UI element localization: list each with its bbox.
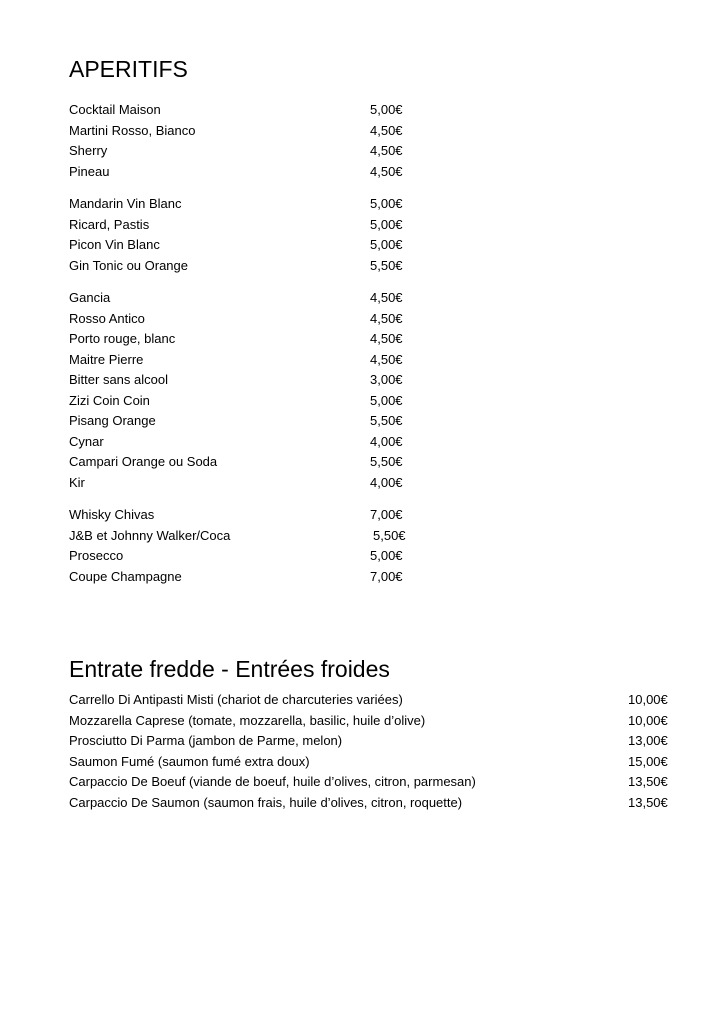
item-price: 4,50€ xyxy=(370,351,403,367)
item-name: Martini Rosso, Bianco xyxy=(69,122,196,138)
item-name: Gancia xyxy=(69,290,111,305)
list-item xyxy=(69,473,409,494)
list-item xyxy=(69,731,670,752)
list-item xyxy=(69,350,409,371)
item-name: Mozzarella Caprese (tomate, mozzarella, basilic, huile d’olive) xyxy=(69,712,426,728)
item-name: Carpaccio De Saumon (saumon frais, huile d’olives, citron, roquette) xyxy=(69,794,463,810)
entrees-title: Entrate fredde - Entrées froides xyxy=(69,656,390,682)
item-price: 10,00€ xyxy=(628,692,668,707)
item-price: 4,50€ xyxy=(370,290,403,305)
item-price: 5,00€ xyxy=(370,216,403,232)
item-price: 7,00€ xyxy=(370,507,403,522)
list-item xyxy=(69,505,409,526)
item-name: Prosciutto Di Parma (jambon de Parme, melon) xyxy=(69,733,343,748)
item-name: Pisang Orange xyxy=(69,413,156,428)
item-name: Campari Orange ou Soda xyxy=(69,454,218,469)
item-name: Bitter sans alcool xyxy=(69,372,168,387)
item-price: 5,00€ xyxy=(370,102,403,117)
list-item xyxy=(69,411,409,432)
item-price: 5,00€ xyxy=(370,237,403,252)
list-item xyxy=(69,309,409,330)
list-item xyxy=(69,121,409,142)
item-price: 10,00€ xyxy=(628,712,668,728)
item-price: 15,00€ xyxy=(628,753,668,769)
list-item xyxy=(69,526,409,547)
item-price: 4,50€ xyxy=(370,163,403,179)
item-name: Zizi Coin Coin xyxy=(69,392,150,408)
list-item xyxy=(69,194,409,215)
item-name: Maitre Pierre xyxy=(69,351,144,367)
item-name: J&B et Johnny Walker/Coca xyxy=(69,527,231,543)
item-price: 4,50€ xyxy=(370,122,403,138)
item-name: Cynar xyxy=(69,433,104,449)
item-name: Rosso Antico xyxy=(69,310,145,326)
item-name: Carpaccio De Boeuf (viande de boeuf, huile d’olives, citron, parmesan) xyxy=(69,774,476,789)
list-item xyxy=(69,772,670,793)
item-name: Ricard, Pastis xyxy=(69,216,150,232)
item-price: 4,50€ xyxy=(370,310,403,326)
item-price: 5,00€ xyxy=(370,196,403,211)
item-name: Pineau xyxy=(69,163,110,179)
item-price: 5,50€ xyxy=(370,413,403,428)
item-name: Picon Vin Blanc xyxy=(69,237,160,252)
list-item xyxy=(69,690,670,711)
item-price: 5,50€ xyxy=(370,257,403,273)
item-name: Cocktail Maison xyxy=(69,102,161,117)
item-name: Kir xyxy=(69,474,85,490)
item-name: Prosecco xyxy=(69,548,124,563)
item-price: 13,50€ xyxy=(628,774,668,789)
list-item xyxy=(69,370,409,391)
item-name: Whisky Chivas xyxy=(69,507,155,522)
item-price: 4,00€ xyxy=(370,474,403,490)
list-item xyxy=(69,452,409,473)
list-item xyxy=(69,432,409,453)
entrees-list xyxy=(69,690,670,813)
item-price: 3,00€ xyxy=(370,372,403,387)
list-item xyxy=(69,235,409,256)
aperitifs-group-1 xyxy=(69,100,409,182)
list-item xyxy=(69,391,409,412)
item-name: Carrello Di Antipasti Misti (chariot de charcuteries variées) xyxy=(69,692,403,707)
aperitifs-group-3 xyxy=(69,288,409,493)
list-item xyxy=(69,711,670,732)
item-price: 13,50€ xyxy=(628,794,668,810)
list-item xyxy=(69,288,409,309)
item-name: Sherry xyxy=(69,143,108,158)
item-price: 5,00€ xyxy=(370,392,403,408)
item-name: Porto rouge, blanc xyxy=(69,331,176,346)
item-name: Saumon Fumé (saumon fumé extra doux) xyxy=(69,753,310,769)
aperitifs-group-2 xyxy=(69,194,409,276)
item-price: 7,00€ xyxy=(370,568,403,584)
list-item xyxy=(69,546,409,567)
list-item xyxy=(69,567,409,588)
item-price: 13,00€ xyxy=(628,733,668,748)
list-item xyxy=(69,215,409,236)
item-price: 4,00€ xyxy=(370,433,403,449)
item-price: 5,50€ xyxy=(370,454,403,469)
item-price: 5,50€ xyxy=(373,527,406,543)
list-item xyxy=(69,329,409,350)
list-item xyxy=(69,141,409,162)
item-name: Mandarin Vin Blanc xyxy=(69,196,182,211)
item-price: 4,50€ xyxy=(370,331,403,346)
item-name: Gin Tonic ou Orange xyxy=(69,257,188,273)
list-item xyxy=(69,256,409,277)
list-item xyxy=(69,752,670,773)
list-item xyxy=(69,793,670,814)
list-item xyxy=(69,162,409,183)
item-price: 4,50€ xyxy=(370,143,403,158)
item-price: 5,00€ xyxy=(370,548,403,563)
item-name: Coupe Champagne xyxy=(69,568,182,584)
aperitifs-group-4 xyxy=(69,505,409,587)
list-item xyxy=(69,100,409,121)
aperitifs-title: APERITIFS xyxy=(69,56,188,82)
